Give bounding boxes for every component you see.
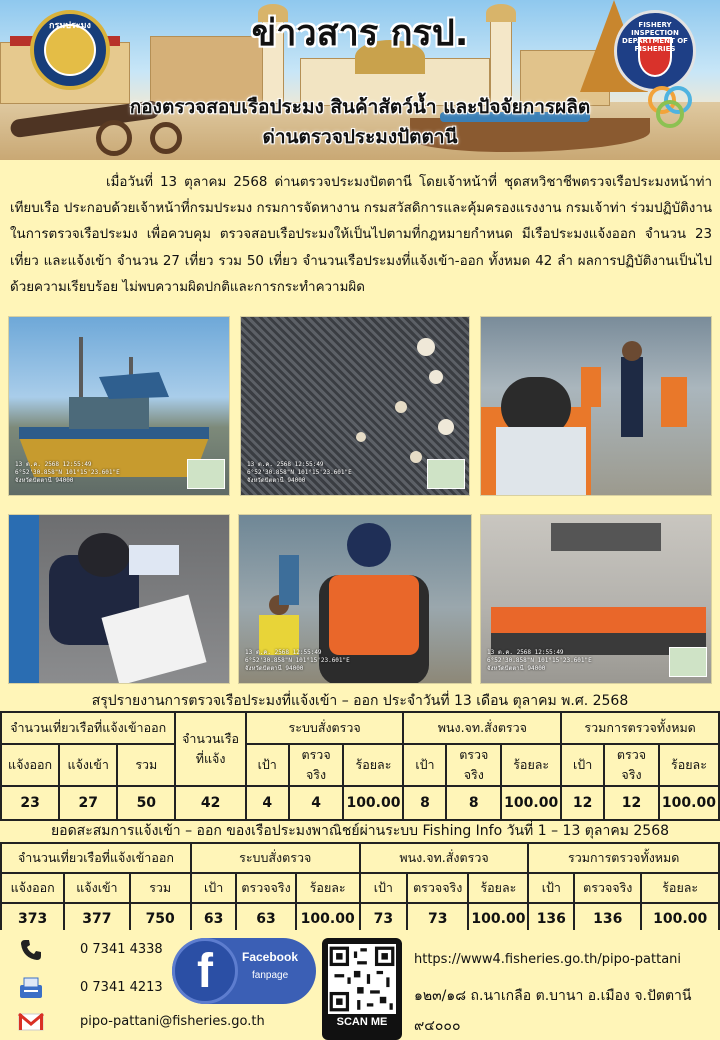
header-actual: ตรวจจริง	[236, 873, 295, 903]
cell-total-actual: 136	[574, 903, 641, 935]
header-out: แจ้งออก	[1, 873, 64, 903]
cell-officer-target: 73	[360, 903, 407, 935]
qr-code[interactable]	[322, 938, 402, 1040]
fax-number[interactable]: 0 7341 4213	[80, 980, 163, 995]
header-officer: พนง.จท.สั่งตรวจ	[403, 712, 561, 744]
header-pct: ร้อยละ	[501, 744, 561, 786]
cell-out: 373	[1, 903, 64, 935]
photo-crew-group	[480, 514, 712, 684]
header-trips: จำนวนเที่ยวเรือที่แจ้งเข้าออก	[1, 712, 175, 744]
header-pct: ร้อยละ	[343, 744, 403, 786]
header-boats: จำนวนเรือที่แจ้ง	[175, 712, 245, 786]
phone-number[interactable]: 0 7341 4338	[80, 942, 163, 957]
cell-order-actual: 63	[236, 903, 295, 935]
qr-code-icon	[328, 944, 396, 1014]
crew-illustration	[481, 317, 712, 496]
daily-summary-table	[0, 711, 720, 821]
photo-stamp: 13 ต.ค. 2568 12:55:49 6°52'30.858"N 101°15'23.601"E จังหวัดปัตตานี 94000	[247, 461, 352, 484]
cell-total-actual: 12	[604, 786, 659, 820]
header-target: เป้า	[191, 873, 236, 903]
cell-officer-pct: 100.00	[501, 786, 561, 820]
photo-stamp: 13 ต.ค. 2568 12:55:49 6°52'30.858"N 101°15'23.601"E จังหวัดปัตตานี 94000	[15, 461, 120, 484]
header-sum: รวม	[117, 744, 175, 786]
header-pct: ร้อยละ	[296, 873, 360, 903]
header-trips: จำนวนเที่ยวเรือที่แจ้งเข้าออก	[1, 843, 191, 873]
photo-officer-id-check	[238, 514, 472, 684]
header-actual: ตรวจจริง	[289, 744, 344, 786]
header-target: เป้า	[403, 744, 446, 786]
cell-sum: 50	[117, 786, 175, 820]
cell-officer-pct: 100.00	[468, 903, 528, 935]
news-paragraph-text: เมื่อวันที่ 13 ตุลาคม 2568 ด่านตรวจประมงปัตตานี โดยเจ้าหน้าที่ ชุดสหวิชาชีพตรวจเรือประมงหน้าท่าเทียบเรือ ประกอบด้วยเจ้าหน้าที่กรมประมง กรมการจัดหางาน กรมสวัสดิการและคุ้มครองแรงงาน กรมเจ้าท่า ร่วมปฏิบัติงานในการตรวจเรือประมง เพื่อควบคุม ตรวจสอบเรือประมงให้เป็นไปตามที่กฎหมายกำหนด มีเรือประมงแจ้งออก จำนวน 23 เที่ยว และแจ้งเข้า จำนวน 27 เที่ยว รวม 50 เที่ยว จำนวนเรือประมงที่แจ้งเข้า-ออก ทั้งหมด 42 ลำ ผลการปฏิบัติงานเป็นไปด้วยความเรียบร้อย ไม่พบความผิดปกติและการกระทำความผิด	[10, 175, 712, 295]
facebook-label: Facebook	[242, 950, 299, 964]
address-line-1: ๑๒๓/๑๘ ถ.นาเกลือ ต.บานา อ.เมือง จ.ปัตตานี	[414, 988, 692, 1004]
photo-stamp: 13 ต.ค. 2568 12:55:49 6°52'30.858"N 101°15'23.601"E จังหวัดปัตตานี 94000	[245, 649, 350, 672]
cell-out: 23	[1, 786, 59, 820]
header-in: แจ้งเข้า	[59, 744, 117, 786]
facebook-sub-label: fanpage	[252, 970, 289, 981]
cell-officer-target: 8	[403, 786, 446, 820]
facebook-fanpage-button[interactable]	[172, 938, 316, 1004]
photo-map-thumbnail	[427, 459, 465, 489]
scan-me-label: SCAN ME	[336, 1016, 388, 1028]
header-pct: ร้อยละ	[659, 744, 719, 786]
header-target: เป้า	[561, 744, 604, 786]
header-target: เป้า	[246, 744, 289, 786]
cell-order-actual: 4	[289, 786, 344, 820]
cell-total-pct: 100.00	[659, 786, 719, 820]
header-actual: ตรวจจริง	[604, 744, 659, 786]
photo-fishing-net	[240, 316, 470, 496]
cell-order-pct: 100.00	[343, 786, 403, 820]
photo-officer-paperwork	[8, 514, 230, 684]
email-icon	[18, 1010, 44, 1034]
photo-map-thumbnail	[669, 647, 707, 677]
facebook-icon: f	[172, 938, 238, 1004]
photo-crew-inspection	[480, 316, 712, 496]
header-in: แจ้งเข้า	[64, 873, 129, 903]
cell-in: 27	[59, 786, 117, 820]
subtitle-line-2: ด่านตรวจประมงปัตตานี	[262, 126, 458, 148]
contact-footer	[0, 930, 720, 1040]
cell-total-target: 12	[561, 786, 604, 820]
header-order: ระบบสั่งตรวจ	[191, 843, 360, 873]
cell-officer-actual: 8	[446, 786, 501, 820]
header-actual: ตรวจจริง	[407, 873, 468, 903]
cell-order-target: 63	[191, 903, 236, 935]
header-pct: ร้อยละ	[641, 873, 719, 903]
photo-map-thumbnail	[187, 459, 225, 489]
cumulative-summary-table	[0, 842, 720, 936]
cumulative-table-title: ยอดสะสมการแจ้งเข้า – ออก ของเรือประมงพาณิชย์ผ่านระบบ Fishing Info วันที่ 1 – 13 ตุลาคม 2568	[50, 823, 670, 839]
phone-icon	[18, 938, 44, 962]
website-link[interactable]: https://www4.fisheries.go.th/pipo-pattani	[414, 952, 682, 967]
cell-order-target: 4	[246, 786, 289, 820]
subtitle-line-1: กองตรวจสอบเรือประมง สินค้าสัตว์น้ำ และปัจจัยการผลิต	[129, 96, 591, 118]
cell-officer-actual: 73	[407, 903, 468, 935]
header-total: รวมการตรวจทั้งหมด	[528, 843, 719, 873]
cell-sum: 750	[130, 903, 191, 935]
logo-left-text: กรมประมง	[49, 21, 91, 31]
header-sum: รวม	[130, 873, 191, 903]
header-target: เป้า	[528, 873, 574, 903]
header-banner	[0, 0, 720, 160]
cell-order-pct: 100.00	[296, 903, 360, 935]
logo-right-text: FISHERY INSPECTION DEPARTMENT OF FISHERIES	[622, 21, 688, 53]
header-order: ระบบสั่งตรวจ	[246, 712, 404, 744]
email-address[interactable]: pipo-pattani@fisheries.go.th	[80, 1014, 265, 1029]
photo-fishing-boat	[8, 316, 230, 496]
header-actual: ตรวจจริง	[574, 873, 641, 903]
header-officer: พนง.จท.สั่งตรวจ	[360, 843, 529, 873]
fax-icon	[18, 976, 44, 1000]
officer-illustration	[9, 515, 230, 684]
daily-table-title: สรุปรายงานการตรวจเรือประมงที่แจ้งเข้า – ออก ประจำวันที่ 13 เดือน ตุลาคม พ.ศ. 2568	[91, 693, 629, 709]
page-title: ข่าวสาร กรป.	[251, 13, 469, 54]
header-actual: ตรวจจริง	[446, 744, 501, 786]
news-paragraph	[10, 170, 712, 301]
cell-in: 377	[64, 903, 129, 935]
header-pct: ร้อยละ	[468, 873, 528, 903]
cell-boats: 42	[175, 786, 245, 820]
header-total: รวมการตรวจทั้งหมด	[561, 712, 719, 744]
cell-total-pct: 100.00	[641, 903, 719, 935]
address-line-2: ๙๔๐๐๐	[414, 1018, 461, 1034]
cell-total-target: 136	[528, 903, 574, 935]
header-out: แจ้งออก	[1, 744, 59, 786]
header-target: เป้า	[360, 873, 407, 903]
photo-stamp: 13 ต.ค. 2568 12:55:49 6°52'30.858"N 101°15'23.601"E จังหวัดปัตตานี 94000	[487, 649, 592, 672]
